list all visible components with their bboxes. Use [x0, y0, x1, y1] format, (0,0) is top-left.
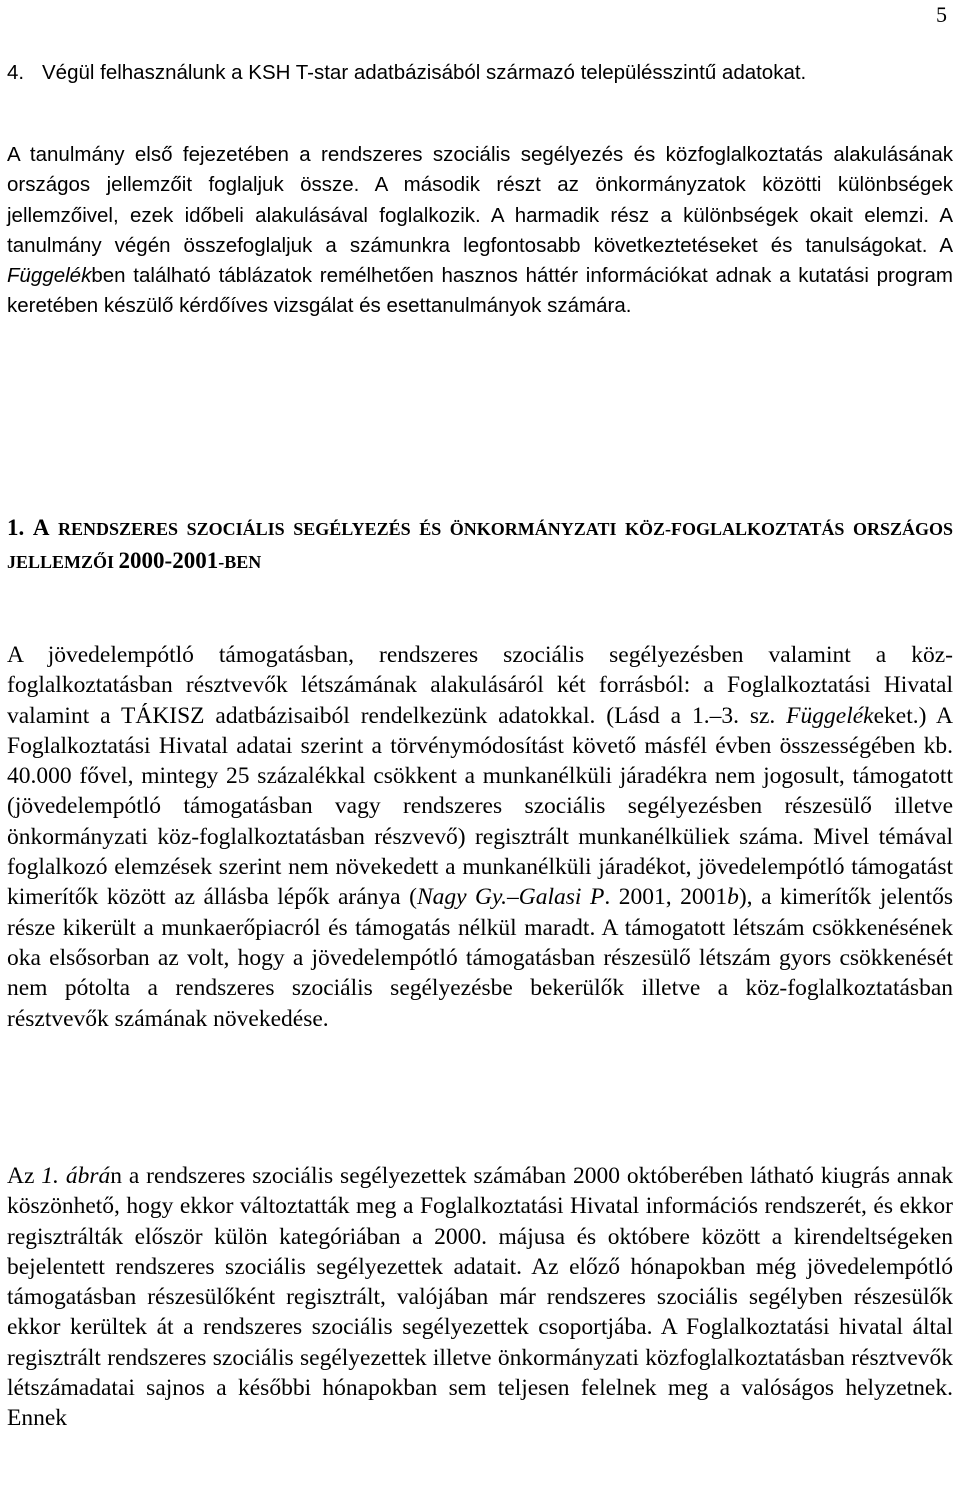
- body-paragraph-1: [7, 640, 953, 1034]
- section-heading: [7, 512, 953, 578]
- page-number: 5: [936, 2, 947, 27]
- intro-paragraph: [7, 140, 953, 322]
- heading-number: 1.: [7, 515, 33, 540]
- body1-text-1: A jövedelempótló támogatásban, rendszeres szociális segélyezésben valamint a köz-foglalkoztatásban résztvevők létszámának alakulásáról két forrásból: a Foglalkoztatási Hivatal valamint a TÁKISZ adatbázisaiból rendelkezünk adatokkal. (Lásd a 1.–3. sz.: [7, 642, 953, 729]
- body1-citation-suffix: b: [727, 884, 739, 911]
- heading-title-1: RENDSZERES SZOCIÁLIS SEGÉLYEZÉS ÉS ÖNKORMÁNYZATI KÖZ-FOGLALKOZTATÁS ORSZÁGOS JELLEMZŐI: [7, 519, 953, 572]
- list-item: [7, 58, 953, 88]
- heading-title-2: -BEN: [218, 552, 262, 572]
- body1-text-3: . 2001, 2001: [604, 884, 728, 911]
- intro-text-1: A tanulmány első fejezetében a rendszeres szociális segélyezés és közfoglalkoztatás alakulásának országos jellemzőit foglaljuk össze. A második részt az önkormányzatok közötti különbségek jellemzőivel, ezek időbeli alakulásával foglalkozik. A harmadik rész a különbségek okait elemzi. A tanulmány végén összefoglaljuk a számunkra legfontosabb következtetéseket és tanulságokat. A: [7, 143, 953, 257]
- body2-figure-ref: 1. ábrá: [41, 1163, 111, 1189]
- body-paragraph-2: [7, 1161, 953, 1434]
- body2-text-2: n a rendszeres szociális segélyezettek számában 2000 októberében látható kiugrás annak köszönhető, hogy ekkor változtatták meg a Foglalkoztatási Hivatal információs rendszerét, és ekkor regisztrálták először külön kategóriában a 2000. májusa és októbere között a kirendeltségeken bejelentett rendszeres szociális segélyezettek adatait. Az előző hónapokban még jövedelempótló támogatásban részesülőként regisztrált, valójában már rendszeres szociális segélyben részesülők ekkor kerültek át a rendszeres szociális segélyezettek csoportjába. A Foglalkoztatási hivatal által regisztrált rendszeres szociális segélyezettek illetve önkormányzati közfoglalkoztatásban résztvevők létszámadatai sajnos a későbbi hónapokban sem teljesen felelnek meg a valóságos helyzetnek. Ennek: [7, 1163, 953, 1432]
- body2-text-1: Az: [7, 1163, 42, 1189]
- intro-text-2: ben található táblázatok remélhetően hasznos háttér információkat adnak a kutatási program keretében készülő kérdőíves vizsgálat és esettanulmányok számára.: [7, 264, 953, 318]
- heading-article: A: [32, 515, 58, 540]
- list-item-text: Végül felhasználunk a KSH T-star adatbázisából származó településszintű adatokat.: [42, 61, 807, 84]
- intro-appendix-italic: Függelék: [7, 264, 92, 288]
- heading-years: 2000-2001: [118, 548, 219, 573]
- body1-citation-authors: Nagy Gy.–Galasi P: [416, 884, 605, 911]
- list-item-number: 4.: [7, 61, 25, 84]
- document-page: [7, 0, 953, 1496]
- body1-text-2: eket.) A Foglalkoztatási Hivatal adatai szerint a törvénymódosítást követő másfél évben összességében kb. 40.000 fővel, mintegy 25 százalékkal csökkent a munkanélküli járadékra nem jogosult, támogatott (jövedelempótló támogatásban vagy rendszeres szociális segélyezésben részesülő illetve önkormányzati köz-foglalkoztatásban részvevő) regisztrált munkanélküliek száma. Mivel témával foglalkozó elemzések szerint nem növekedett a munkanélküli járadékot, jövedelempótló támogatást kimerítők között az állásba lépők aránya (: [7, 702, 954, 911]
- body1-appendix-italic: Függelék: [786, 702, 874, 729]
- body1-text-4: ), a kimerítők jelentős része kikerült a munkaerőpiacról és támogatás nélkül maradt. A támogatott létszám csökkenésének oka elsősorban az volt, hogy a jövedelempótló támogatásban részesülő létszám gyors csökkenését nem pótolta a rendszeres szociális segélyezésbe bekerülők illetve a köz-foglalkoztatásban résztvevők számának növekedése.: [7, 884, 953, 1032]
